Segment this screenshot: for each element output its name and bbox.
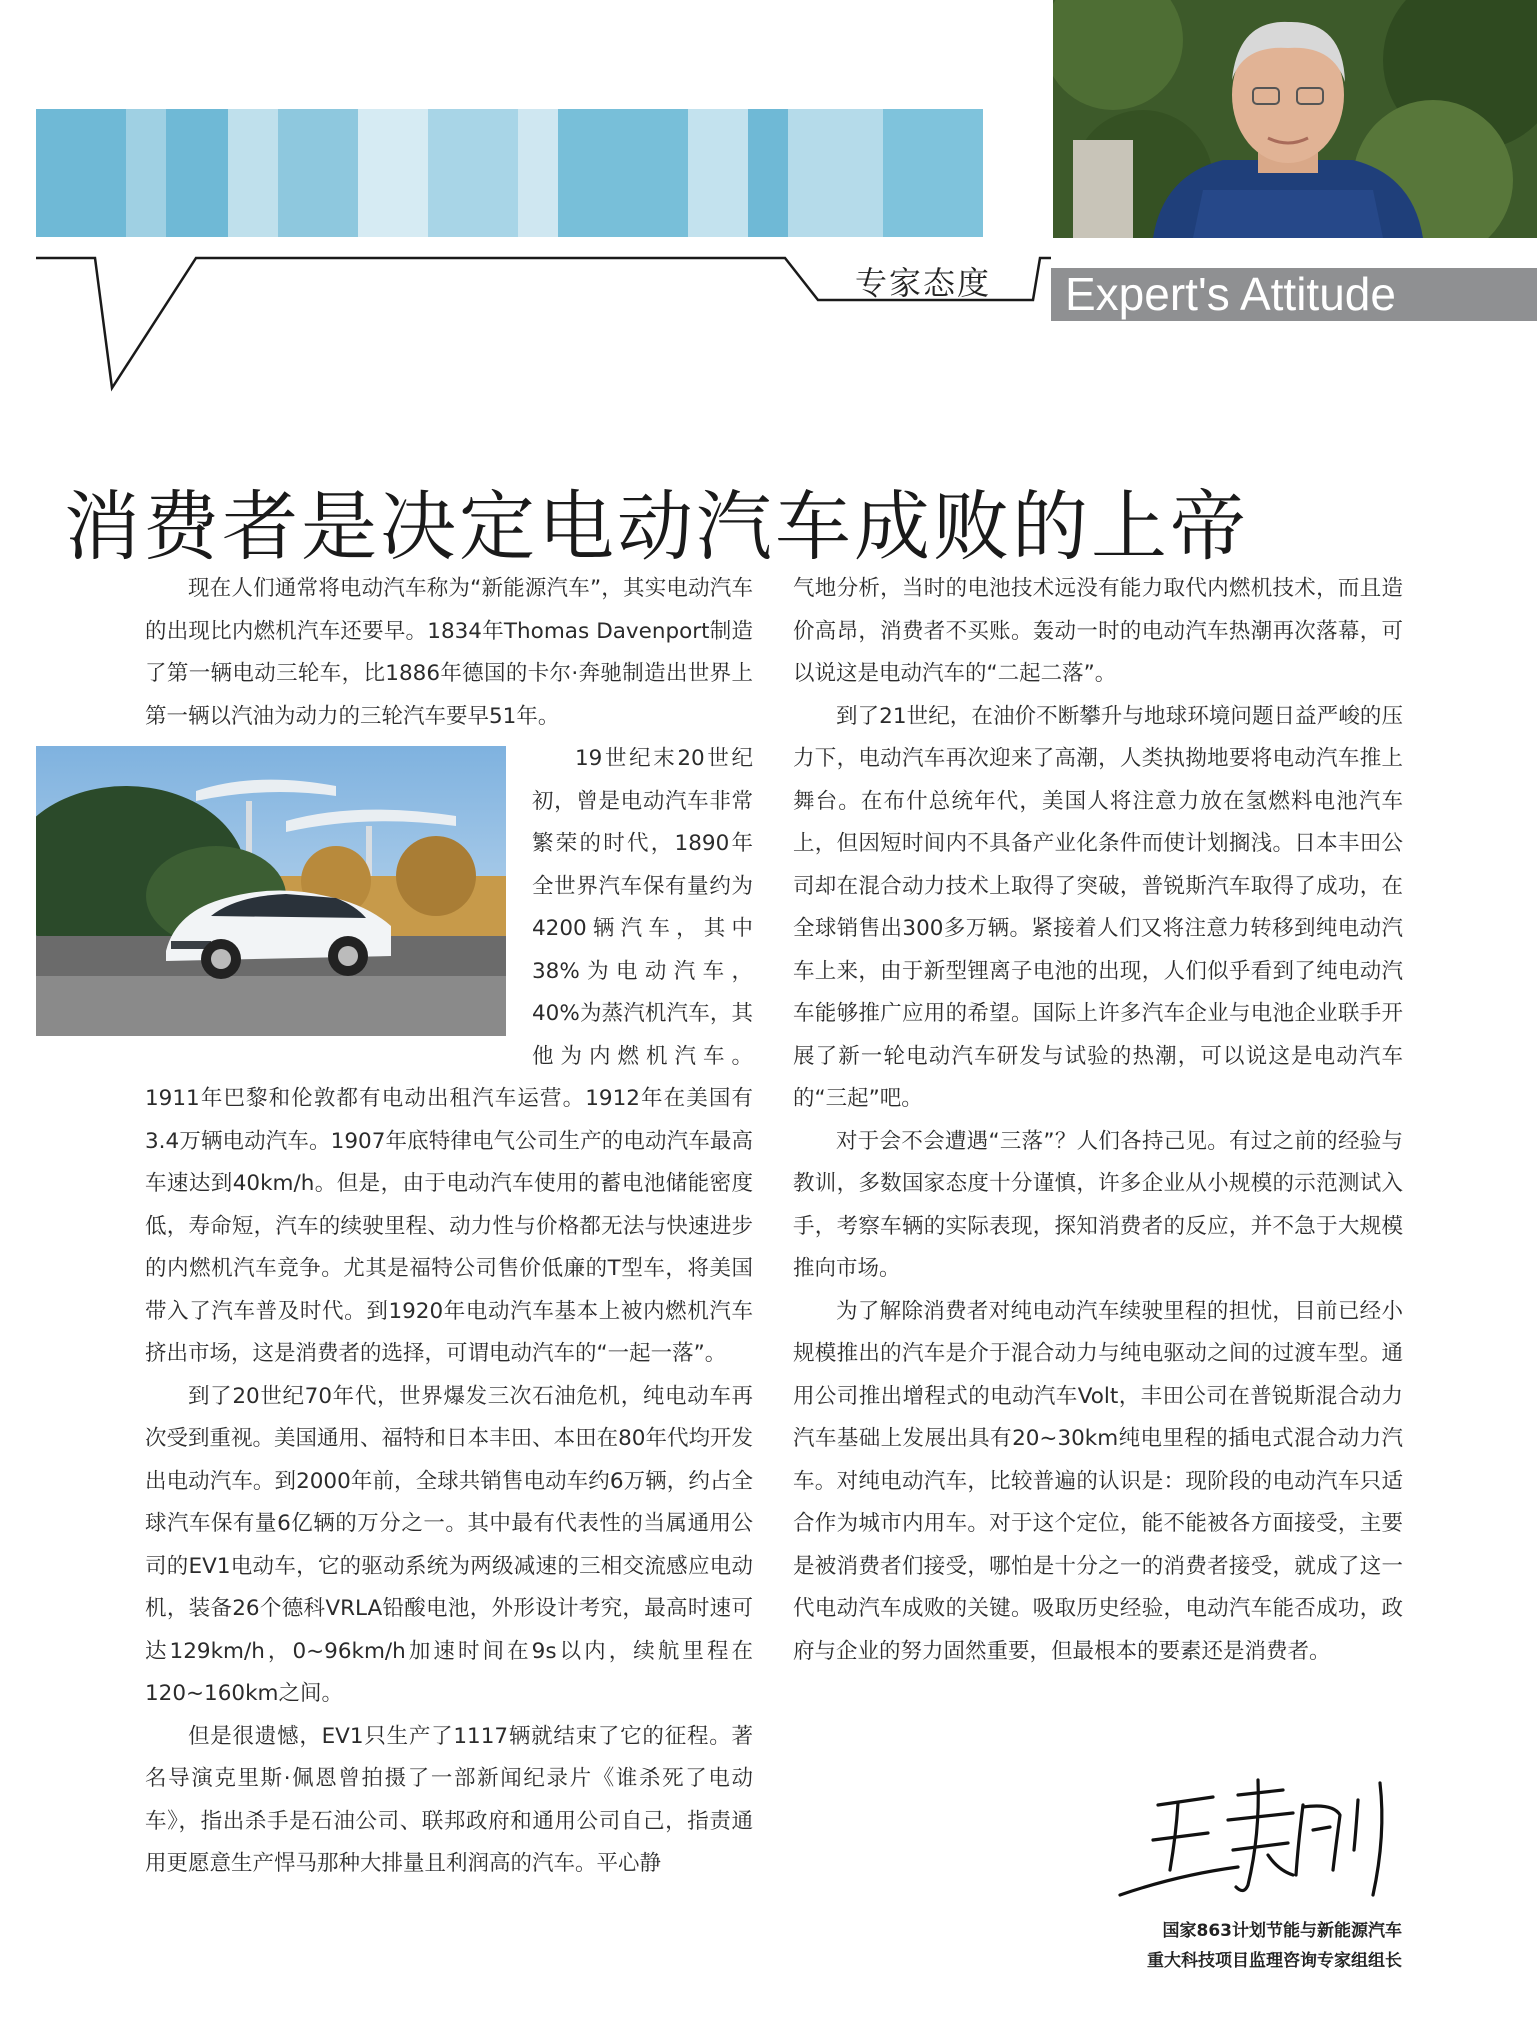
affiliation-line: 国家863计划节能与新能源汽车 xyxy=(1162,1921,1402,1941)
paragraph: 现在人们通常将电动汽车称为“新能源汽车”，其实电动汽车的出现比内燃机汽车还要早。1834年Thomas Davenport制造了第一辆电动三轮车，比1886年德国的卡尔·奔驰制造出世界上第一辆以汽油为动力的三轮汽车要早51年。 xyxy=(145,576,753,729)
paragraph: 但是很遗憾，EV1只生产了1117辆就结束了它的征程。著名导演克里斯·佩恩曾拍摄了一部新闻纪录片《谁杀死了电动车》，指出杀手是石油公司、联邦政府和通用公司自己，指责通用更愿意生产悍马那种大排量且利润高的汽车。平心静 xyxy=(145,1723,753,1876)
section-label-english: Expert's Attitude xyxy=(1051,268,1537,321)
article-title: 消费者是决定电动汽车成败的上帝 xyxy=(64,481,1249,571)
section-frame xyxy=(0,0,1537,420)
author-signature xyxy=(1118,1775,1408,1915)
paragraph: 19世纪末20世纪初，曾是电动汽车非常繁荣的时代，1890年全世界汽车保有量约为4200辆汽车，其中38%为电动汽车，40%为蒸汽机汽车，其他为内燃机汽车。1911年巴黎和伦敦都有电动出租汽车运营。1912年在美国有3.4万辆电动汽车。1907年底特律电气公司生产的电动汽车最高车速达到40km/h。但是，由于电动汽车使用的蓄电池储能密度低，寿命短，汽车的续驶里程、动力性与价格都无法与快速进步的内燃机汽车竞争。尤其是福特公司售价低廉的T型车，将美国带入了汽车普及时代。到1920年电动汽车基本上被内燃机汽车挤出市场，这是消费者的选择，可谓电动汽车的“一起一落”。 xyxy=(145,746,753,1366)
paragraph: 到了20世纪70年代，世界爆发三次石油危机，纯电动车再次受到重视。美国通用、福特和日本丰田、本田在80年代均开发出电动汽车。到2000年前，全球共销售电动车约6万辆，约占全球汽车保有量6亿辆的万分之一。其中最有代表性的当属通用公司的EV1电动车，它的驱动系统为两级减速的三相交流感应电动机，装备26个德科VRLA铅酸电池，外形设计考究，最高时速可达129km/h，0~96km/h加速时间在9s以内，续航里程在120~160km之间。 xyxy=(145,1383,753,1706)
article-column-left xyxy=(145,568,753,1886)
paragraph: 到了21世纪，在油价不断攀升与地球环境问题日益严峻的压力下，电动汽车再次迎来了高潮，人类执拗地要将电动汽车推上舞台。在布什总统年代，美国人将注意力放在氢燃料电池汽车上，但因短时间内不具备产业化条件而使计划搁浅。日本丰田公司却在混合动力技术上取得了突破，普锐斯汽车取得了成功，在全球销售出300多万辆。紧接着人们又将注意力转移到纯电动汽车上来，由于新型锂离子电池的出现，人们似乎看到了纯电动汽车能够推广应用的希望。国际上许多汽车企业与电池企业联手开展了新一轮电动汽车研发与试验的热潮，可以说这是电动汽车的“三起”吧。 xyxy=(793,703,1403,1111)
article-column-right xyxy=(793,568,1403,1673)
section-label: 专家态度 xyxy=(854,264,991,302)
paragraph: 为了解除消费者对纯电动汽车续驶里程的担忧，目前已经小规模推出的汽车是介于混合动力与纯电驱动之间的过渡车型。通用公司推出增程式的电动汽车Volt，丰田公司在普锐斯混合动力汽车基础上发展出具有20~30km纯电里程的插电式混合动力汽车。对纯电动汽车，比较普遍的认识是：现阶段的电动汽车只适合作为城市内用车。对于这个定位，能不能被各方面接受，主要是被消费者们接受，哪怕是十分之一的消费者接受，就成了这一代电动汽车成败的关键。吸取历史经验，电动汽车能否成功，政府与企业的努力固然重要，但最根本的要素还是消费者。 xyxy=(793,1298,1403,1664)
affiliation-line: 重大科技项目监理咨询专家组组长 xyxy=(1147,1951,1402,1971)
car-photo xyxy=(36,746,506,1036)
paragraph: 对于会不会遭遇“三落”？人们各持己见。有过之前的经验与教训，多数国家态度十分谨慎，许多企业从小规模的示范测试入手，考察车辆的实际表现，探知消费者的反应，并不急于大规模推向市场。 xyxy=(793,1128,1403,1281)
author-affiliation xyxy=(1060,1916,1402,1976)
paragraph-continuation: 气地分析，当时的电池技术远没有能力取代内燃机技术，而且造价高昂，消费者不买账。轰动一时的电动汽车热潮再次落幕，可以说这是电动汽车的“二起二落”。 xyxy=(793,576,1403,686)
